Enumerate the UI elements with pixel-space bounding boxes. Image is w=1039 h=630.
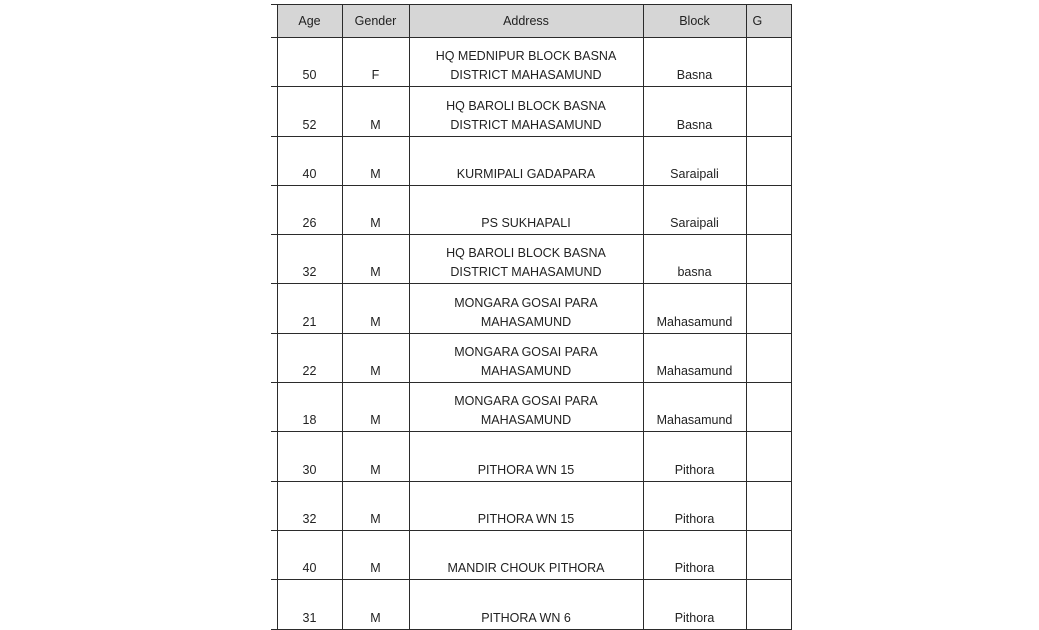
gender-cell: M <box>342 235 409 284</box>
age-cell: 32 <box>277 481 342 530</box>
truncated-cell <box>746 580 791 629</box>
column-header-truncated: G <box>746 5 791 38</box>
table-row <box>271 580 791 629</box>
age-cell: 40 <box>277 136 342 185</box>
age-cell: 26 <box>277 185 342 234</box>
address-cell: MANDIR CHOUK PITHORA <box>409 530 643 579</box>
block-cell: Basna <box>643 38 746 87</box>
truncated-cell <box>746 383 791 432</box>
age-cell: 50 <box>277 38 342 87</box>
table-row <box>271 530 791 579</box>
table-row <box>271 383 791 432</box>
header-row <box>271 5 791 38</box>
block-cell: Saraipali <box>643 185 746 234</box>
address-cell: PITHORA WN 15 <box>409 432 643 481</box>
address-cell: MONGARA GOSAI PARA MAHASAMUND <box>409 333 643 382</box>
address-cell: MONGARA GOSAI PARA MAHASAMUND <box>409 383 643 432</box>
table-row <box>271 136 791 185</box>
gender-cell: M <box>342 87 409 136</box>
truncated-cell <box>746 284 791 333</box>
table-row <box>271 284 791 333</box>
address-cell: PS SUKHAPALI <box>409 185 643 234</box>
table-row <box>271 185 791 234</box>
truncated-cell <box>746 185 791 234</box>
gender-cell: M <box>342 284 409 333</box>
gender-cell: M <box>342 333 409 382</box>
gender-cell: M <box>342 185 409 234</box>
block-cell: Mahasamund <box>643 284 746 333</box>
address-cell: HQ MEDNIPUR BLOCK BASNA DISTRICT MAHASAMUND <box>409 38 643 87</box>
gender-cell: M <box>342 481 409 530</box>
block-cell: Pithora <box>643 580 746 629</box>
address-cell: PITHORA WN 6 <box>409 580 643 629</box>
age-cell: 40 <box>277 530 342 579</box>
column-header-block: Block <box>643 5 746 38</box>
table-row <box>271 481 791 530</box>
column-header-gender: Gender <box>342 5 409 38</box>
block-cell: Basna <box>643 87 746 136</box>
gender-cell: M <box>342 136 409 185</box>
truncated-cell <box>746 235 791 284</box>
column-header-address: Address <box>409 5 643 38</box>
block-cell: basna <box>643 235 746 284</box>
table-row <box>271 333 791 382</box>
gender-cell: M <box>342 530 409 579</box>
address-cell: HQ BAROLI BLOCK BASNA DISTRICT MAHASAMUND <box>409 235 643 284</box>
age-cell: 21 <box>277 284 342 333</box>
truncated-cell <box>746 481 791 530</box>
table-row <box>271 235 791 284</box>
address-cell: MONGARA GOSAI PARA MAHASAMUND <box>409 284 643 333</box>
age-cell: 30 <box>277 432 342 481</box>
gender-cell: M <box>342 580 409 629</box>
block-cell: Mahasamund <box>643 383 746 432</box>
truncated-cell <box>746 333 791 382</box>
truncated-cell <box>746 432 791 481</box>
block-cell: Pithora <box>643 432 746 481</box>
block-cell: Pithora <box>643 481 746 530</box>
age-cell: 32 <box>277 235 342 284</box>
records-table <box>271 4 792 630</box>
truncated-cell <box>746 38 791 87</box>
block-cell: Mahasamund <box>643 333 746 382</box>
address-cell: PITHORA WN 15 <box>409 481 643 530</box>
records-sheet <box>271 4 763 625</box>
table-row <box>271 38 791 87</box>
truncated-cell <box>746 87 791 136</box>
block-cell: Saraipali <box>643 136 746 185</box>
truncated-cell <box>746 136 791 185</box>
gender-cell: M <box>342 383 409 432</box>
age-cell: 18 <box>277 383 342 432</box>
age-cell: 31 <box>277 580 342 629</box>
gender-cell: F <box>342 38 409 87</box>
gender-cell: M <box>342 432 409 481</box>
address-cell: HQ BAROLI BLOCK BASNA DISTRICT MAHASAMUND <box>409 87 643 136</box>
address-cell: KURMIPALI GADAPARA <box>409 136 643 185</box>
table-row <box>271 432 791 481</box>
age-cell: 22 <box>277 333 342 382</box>
age-cell: 52 <box>277 87 342 136</box>
truncated-cell <box>746 530 791 579</box>
column-header-age: Age <box>277 5 342 38</box>
table-row <box>271 87 791 136</box>
block-cell: Pithora <box>643 530 746 579</box>
